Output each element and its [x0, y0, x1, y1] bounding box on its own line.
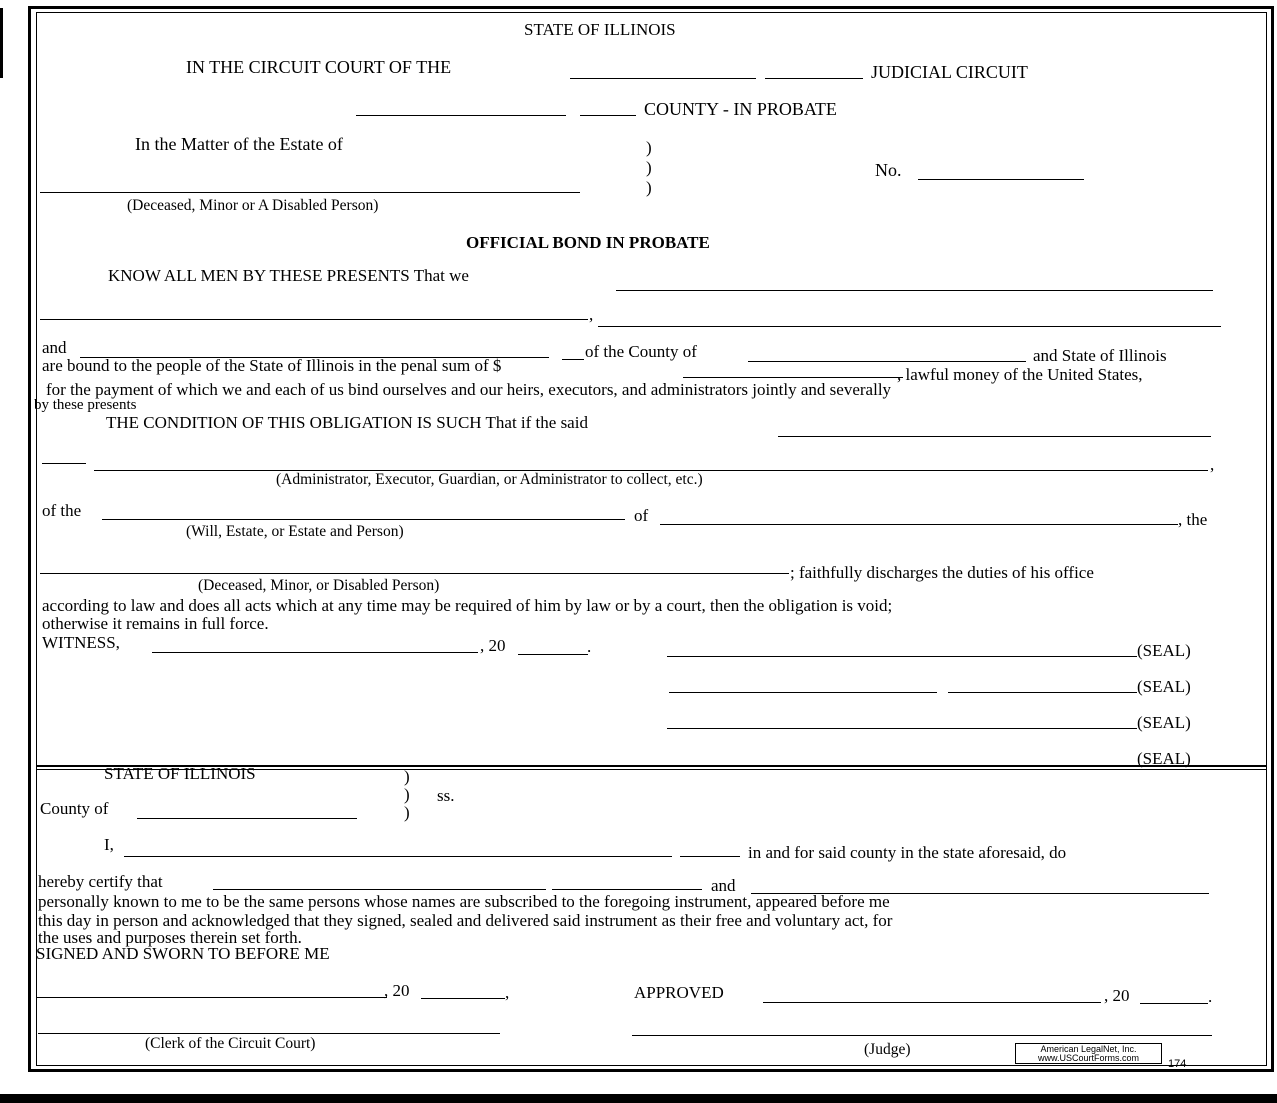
clerk-name-blank-2[interactable] [680, 856, 740, 857]
seal-4: (SEAL) [1137, 749, 1191, 768]
cert-county-label: County of [40, 799, 109, 818]
hereby-certify-text: hereby certify that [38, 872, 163, 891]
header-state: STATE OF ILLINOIS [524, 20, 676, 39]
case-number-blank[interactable] [918, 179, 1084, 180]
circuit-number-blank-2[interactable] [765, 78, 863, 79]
certified-person-blank-1[interactable] [213, 889, 546, 890]
estate-name-blank[interactable] [40, 192, 580, 193]
seal-2: (SEAL) [1137, 677, 1191, 696]
county-name-blank-2[interactable] [580, 115, 636, 116]
witness-date-blank[interactable] [152, 652, 478, 653]
the-label: , the [1178, 510, 1208, 529]
court-prefix: IN THE CIRCUIT COURT OF THE [186, 57, 452, 77]
role-comma: , [1210, 455, 1215, 474]
approved-label: APPROVED [634, 983, 724, 1002]
lawful-money-text: , lawful money of the United States, [897, 365, 1143, 384]
case-number-label: No. [875, 160, 902, 180]
role-blank-1[interactable] [42, 463, 86, 464]
approved-date-blank[interactable] [763, 1002, 1101, 1003]
cert-and-label: and [711, 876, 736, 895]
sworn-comma: , [505, 983, 510, 1002]
payment-text: for the payment of which we and each of us bind ourselves and our heirs, executors, and administrators jointly and severally [46, 380, 892, 399]
caption-paren-2: ) [646, 158, 652, 177]
estate-of-blank[interactable] [660, 524, 1178, 525]
deceased-name-blank[interactable] [40, 573, 789, 574]
discharges-text: ; faithfully discharges the duties of his office [790, 563, 1094, 582]
cert-paren-3: ) [404, 803, 410, 822]
caption-paren-1: ) [646, 138, 652, 157]
sworn-date-blank[interactable] [36, 997, 387, 998]
principal-name-blank[interactable] [616, 290, 1213, 291]
county-probate-label: COUNTY - IN PROBATE [644, 99, 837, 119]
approved-period: . [1208, 987, 1213, 1006]
witness-period: . [587, 637, 592, 656]
surety-name-blank-1[interactable] [40, 319, 588, 320]
signature-line-2a[interactable] [669, 692, 937, 693]
person-type-note: (Deceased, Minor or A Disabled Person) [127, 197, 379, 214]
ss-label: ss. [437, 786, 455, 805]
matter-of-label: In the Matter of the Estate of [135, 134, 343, 154]
witness-label: WITNESS, [42, 633, 120, 652]
and-state-label: and State of Illinois [1033, 346, 1167, 365]
this-day-text: this day in person and acknowledged that they signed, sealed and delivered said instrument as their free and voluntary act, for [38, 911, 893, 930]
will-estate-blank[interactable] [102, 519, 625, 520]
sworn-year-blank[interactable] [421, 998, 505, 999]
according-text: according to law and does all acts which at any time may be required of him by law or by a court, then the obligation is void; [42, 596, 893, 615]
logo-line-2: www.USCourtForms.com [1037, 1053, 1139, 1063]
scan-edge [0, 8, 3, 78]
will-estate-note: (Will, Estate, or Estate and Person) [186, 523, 404, 540]
surety-name-blank-2[interactable] [598, 326, 1221, 327]
role-note: (Administrator, Executor, Guardian, or Administrator to collect, etc.) [276, 471, 703, 488]
condition-text: THE CONDITION OF THIS OBLIGATION IS SUCH That if the said [106, 413, 588, 432]
obligor-name-blank[interactable] [778, 436, 1211, 437]
sworn-year-prefix: , 20 [384, 981, 410, 1000]
cert-i-label: I, [104, 835, 114, 854]
approved-year-blank[interactable] [1140, 1003, 1208, 1004]
county-of-residence-blank[interactable] [748, 361, 1026, 362]
and-label: and [42, 338, 67, 357]
seal-3: (SEAL) [1137, 713, 1191, 732]
document-title: OFFICIAL BOND IN PROBATE [466, 233, 710, 252]
signature-line-1[interactable] [667, 656, 1137, 657]
county-name-blank[interactable] [356, 115, 566, 116]
publisher-logo [1015, 1043, 1162, 1064]
deceased-note: (Deceased, Minor, or Disabled Person) [198, 577, 440, 594]
in-and-for-text: in and for said county in the state aforesaid, do [748, 843, 1067, 862]
clerk-caption: (Clerk of the Circuit Court) [145, 1035, 316, 1052]
signed-sworn-text: SIGNED AND SWORN TO BEFORE ME [36, 944, 330, 963]
caption-paren-3: ) [646, 178, 652, 197]
certified-person-blank-2[interactable] [552, 889, 702, 890]
surety-comma: , [589, 305, 594, 324]
judicial-circuit-label: JUDICIAL CIRCUIT [871, 62, 1028, 82]
judge-signature-line[interactable] [632, 1035, 1212, 1036]
signature-line-2b[interactable] [948, 692, 1137, 693]
of-county-label: of the County of [585, 342, 697, 361]
uses-text: the uses and purposes therein set forth. [38, 928, 302, 947]
bound-text: are bound to the people of the State of Illinois in the penal sum of $ [42, 356, 502, 375]
of-label: of [634, 506, 649, 525]
page-number: 174 [1168, 1058, 1187, 1070]
cert-paren-1: ) [404, 767, 410, 786]
cert-state: STATE OF ILLINOIS [104, 764, 256, 783]
clerk-name-blank[interactable] [124, 856, 672, 857]
personally-known-text: personally known to me to be the same persons whose names are subscribed to the foregoing instrument, appeared before me [38, 892, 890, 911]
logo-line-1: American LegalNet, Inc. [1040, 1044, 1137, 1054]
scan-bottom-edge [0, 1094, 1277, 1103]
otherwise-text: otherwise it remains in full force. [42, 614, 269, 633]
witness-year-blank[interactable] [518, 654, 588, 655]
approved-year-prefix: , 20 [1104, 986, 1130, 1005]
presents-text: by these presents [34, 397, 137, 413]
of-the-label: of the [42, 501, 82, 520]
cert-county-blank[interactable] [137, 818, 357, 819]
judge-caption: (Judge) [864, 1041, 911, 1058]
witness-year-prefix: , 20 [480, 636, 506, 655]
surety-name-blank-4[interactable] [562, 359, 584, 360]
seal-1: (SEAL) [1137, 641, 1191, 660]
cert-paren-2: ) [404, 785, 410, 804]
signature-line-3[interactable] [667, 728, 1137, 729]
penal-sum-blank[interactable] [683, 377, 903, 378]
circuit-number-blank[interactable] [570, 78, 756, 79]
know-all-men: KNOW ALL MEN BY THESE PRESENTS That we [108, 266, 469, 285]
